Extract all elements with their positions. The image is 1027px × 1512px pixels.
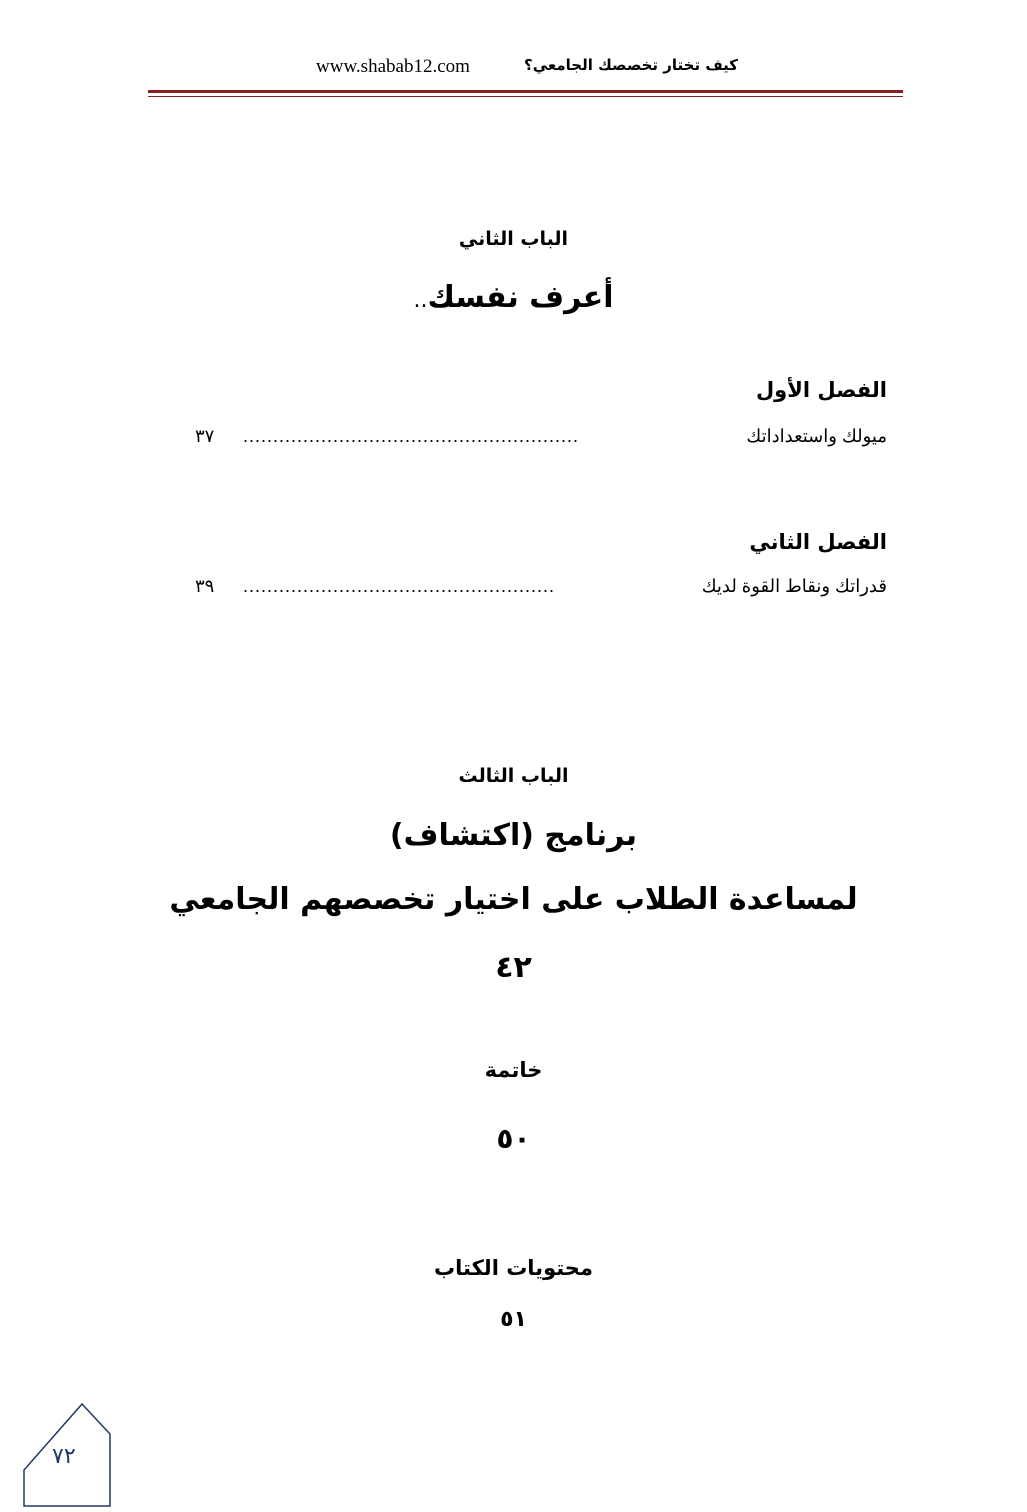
header-rule-thin	[148, 96, 903, 97]
conclusion-page-number: ٥٠	[496, 1122, 531, 1155]
part3-title-line2: لمساعدة الطلاب على اختيار تخصصهم الجامعي	[169, 882, 858, 917]
chapter1-label: الفصل الأول	[755, 378, 887, 402]
toc-page-number: ٣٩	[195, 576, 215, 596]
conclusion-label: خاتمة	[484, 1058, 543, 1082]
toc-entry-chapter2[interactable]	[195, 576, 887, 602]
contents-label: محتويات الكتاب	[434, 1256, 593, 1280]
contents-page-number: ٥١	[500, 1307, 527, 1332]
part3-label: الباب الثالث	[458, 765, 569, 787]
toc-leader-dots: ....................................................	[243, 576, 556, 596]
part2-title	[0, 280, 1027, 315]
header-book-title: كيف تختار تخصصك الجامعي؟	[524, 56, 739, 74]
part2-title-suffix: ..	[413, 288, 428, 313]
part3-page-number: ٤٢	[495, 950, 532, 985]
page-number: ٧٢	[52, 1443, 76, 1468]
page-header	[148, 56, 903, 82]
chapter2-label: الفصل الثاني	[749, 530, 887, 554]
header-url[interactable]: www.shabab12.com	[316, 56, 470, 77]
toc-leader-dots: ........................................................	[243, 426, 580, 446]
part3-title-line1: برنامج (اكتشاف)	[389, 818, 638, 853]
part2-title-text: أعرف نفسك	[427, 280, 614, 315]
header-rule-thick	[148, 90, 903, 93]
toc-page-number: ٣٧	[195, 426, 215, 446]
toc-entry-chapter1[interactable]	[195, 426, 887, 452]
part2-label: الباب الثاني	[458, 228, 569, 250]
toc-entry-text: قدراتك ونقاط القوة لديك	[701, 576, 887, 596]
toc-entry-text: ميولك واستعداداتك	[746, 426, 887, 446]
